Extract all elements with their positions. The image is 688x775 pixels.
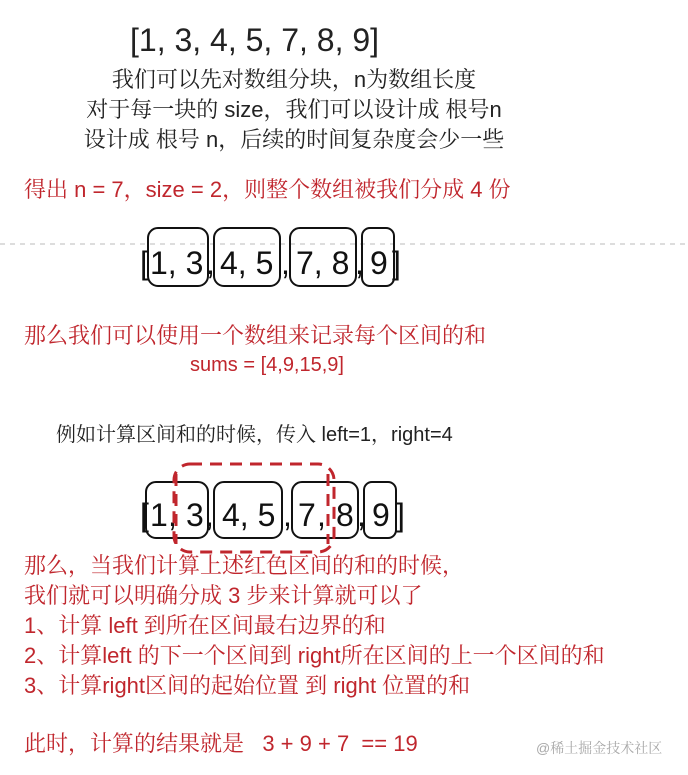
sums-value: sums = [4,9,15,9] bbox=[190, 354, 344, 376]
row2-open-bracket: [ bbox=[140, 497, 149, 533]
row2-cell-6: , bbox=[317, 497, 326, 533]
row1-separator-3: , bbox=[355, 245, 364, 281]
intro-line-3: 设计成 根号 n，后续的时间复杂度会少一些 bbox=[83, 127, 505, 152]
row1-separator-1: , bbox=[206, 245, 215, 281]
row2-cell-3: 3 bbox=[186, 497, 204, 533]
explain-line-3: 1、计算 left 到所在区间最右边界的和 bbox=[24, 613, 386, 638]
example-line: 例如计算区间和的时候，传入 left=1，right=4 bbox=[56, 424, 453, 446]
row2-cell-8: 9 bbox=[372, 497, 390, 533]
row1-block-4: 9 bbox=[370, 245, 388, 281]
row2-cell-2: , bbox=[168, 497, 177, 533]
row1-block-2: 4, 5 bbox=[220, 245, 274, 281]
row2-separator-3: , bbox=[357, 497, 366, 533]
row2-close-bracket: ] bbox=[396, 497, 405, 533]
explain-line-2: 我们就可以明确分成 3 步来计算就可以了 bbox=[24, 583, 423, 608]
row1-block-3: 7, 8 bbox=[296, 245, 350, 281]
intro-line-2: 对于每一块的 size，我们可以设计成 根号n bbox=[86, 97, 502, 122]
result-line: 得出 n = 7，size = 2，则整个数组被我们分成 4 份 bbox=[24, 177, 511, 202]
row1-separator-2: , bbox=[281, 245, 290, 281]
row2-separator-2: , bbox=[283, 497, 292, 533]
row1-block-1: 1, 3 bbox=[150, 245, 204, 281]
row2-cell-4: 4, 5 bbox=[222, 497, 276, 533]
row2-cell-1: 1 bbox=[150, 497, 168, 533]
conclusion-line: 此时，计算的结果就是 3 + 9 + 7 == 19 bbox=[24, 731, 418, 756]
top-array: [1, 3, 4, 5, 7, 8, 9] bbox=[130, 22, 380, 58]
row1-open-bracket: [ bbox=[140, 245, 149, 281]
row2-separator-1: , bbox=[205, 497, 214, 533]
row2-cell-5: 7 bbox=[298, 497, 316, 533]
explain-line-5: 3、计算right区间的起始位置 到 right 位置的和 bbox=[24, 673, 471, 698]
explain-line-4: 2、计算left 的下一个区间到 right所在区间的上一个区间的和 bbox=[24, 643, 605, 668]
intro-line-1: 我们可以先对数组分块，n为数组长度 bbox=[111, 67, 477, 92]
row1-close-bracket: ] bbox=[392, 245, 401, 281]
explain-line-1: 那么，当我们计算上述红色区间的和的时候， bbox=[24, 553, 465, 578]
row2-cell-7: 8 bbox=[336, 497, 354, 533]
sums-description: 那么我们可以使用一个数组来记录每个区间的和 bbox=[24, 323, 487, 348]
watermark: @稀土掘金技术社区 bbox=[536, 740, 663, 756]
